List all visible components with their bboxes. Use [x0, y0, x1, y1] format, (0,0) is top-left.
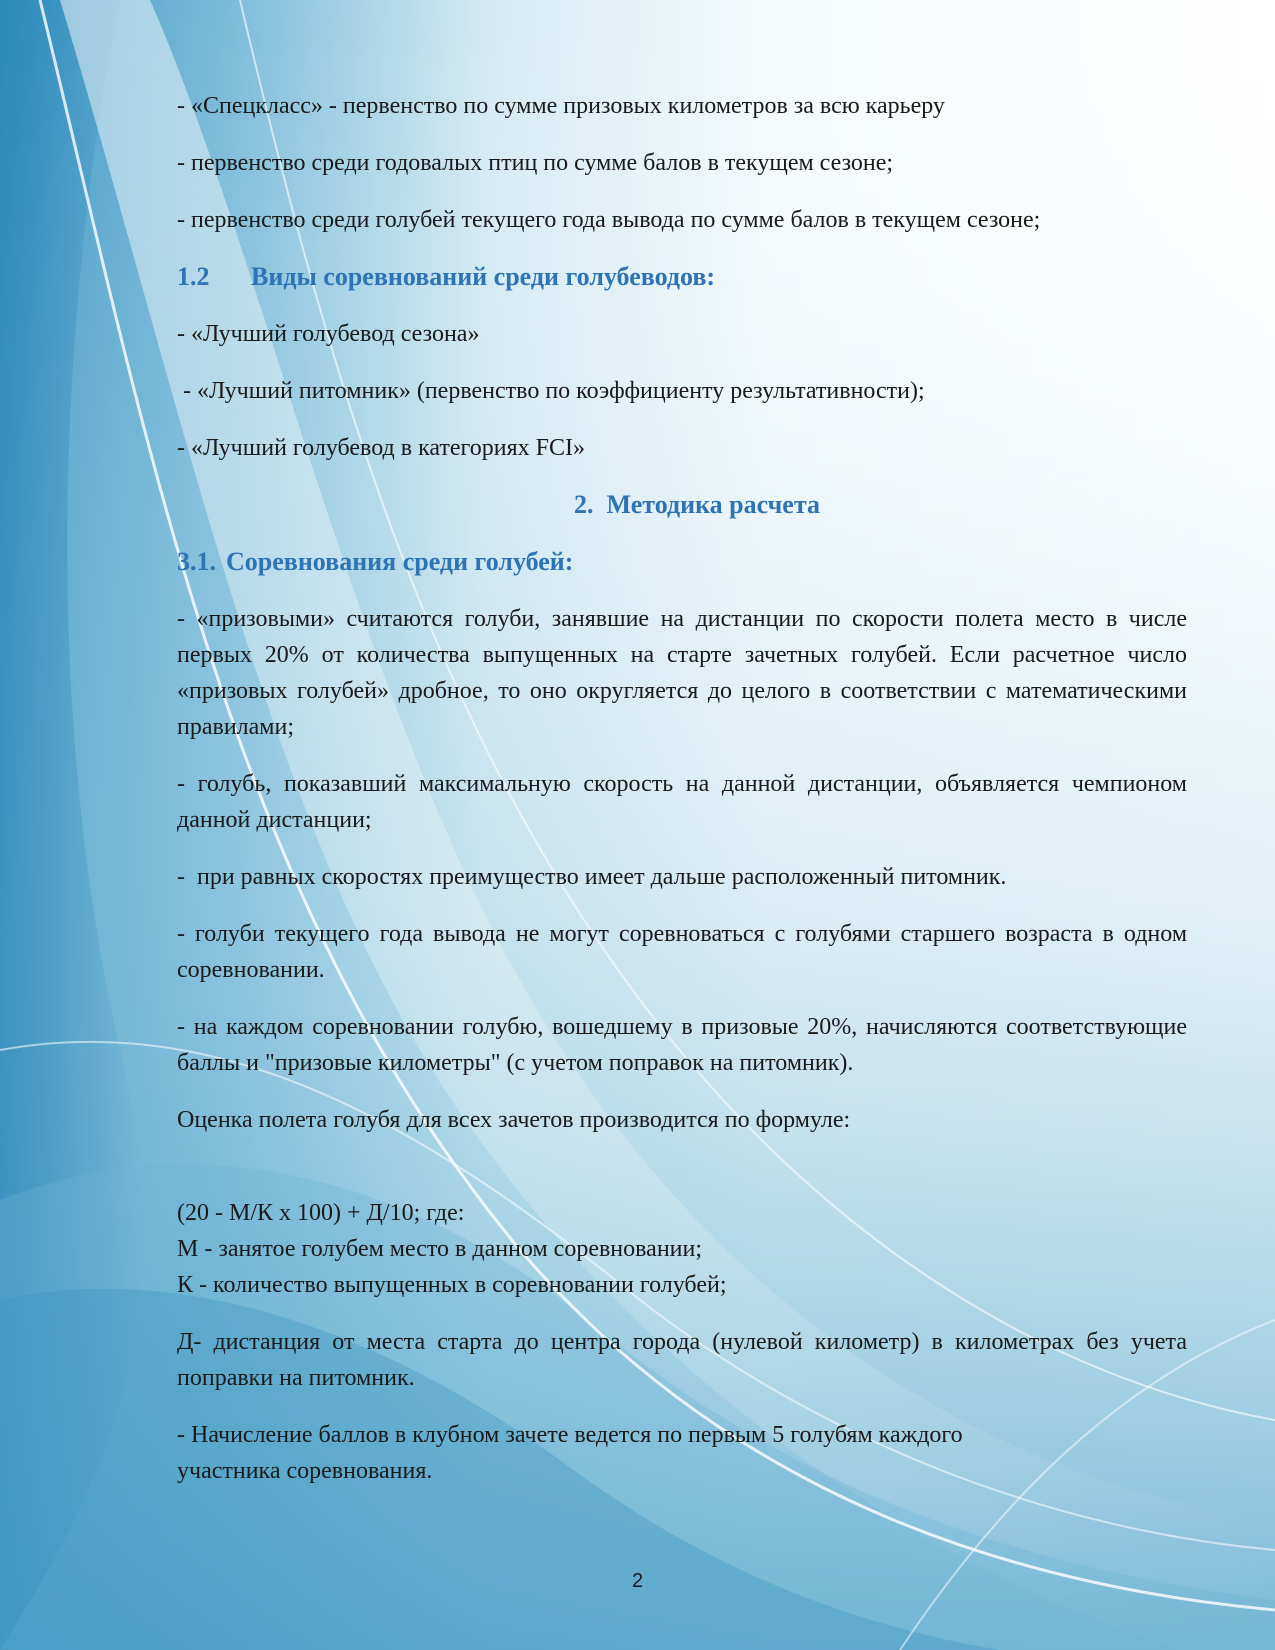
formula: (20 - М/К х 100) + Д/10; где: [177, 1200, 465, 1226]
section-number: 2. [574, 490, 594, 519]
formula-intro: Оценка полета голубя для всех зачетов производится по формуле: [177, 1107, 851, 1133]
rule-paragraph: - голуби текущего года вывода не могут соревноваться с голубями старшего возраста в одном соревновании. [177, 921, 1187, 983]
section-title: Виды соревнований среди голубеводов: [251, 262, 716, 291]
rule-paragraph: - «призовыми» считаются голуби, занявшие на дистанции по скорости полета место в числе первых 20% от количества выпущенных на старте зачетных голубей. Если расчетное число «призовых голубей» дробное, то оно округляется до целого в соответствии с математическими правилами; [177, 606, 1187, 740]
points-note-line: участника соревнования. [177, 1458, 433, 1484]
section-heading-1-2 [177, 259, 1187, 295]
document-body [177, 88, 1187, 1489]
page-number: 2 [631, 1570, 644, 1592]
section-heading-3-1 [177, 544, 1187, 580]
formula-variable: К - количество выпущенных в соревновании голубей; [177, 1272, 727, 1298]
points-note-line: - Начисление баллов в клубном зачете ведется по первым 5 голубям каждого [177, 1422, 963, 1448]
list-item: - «Спецкласс» - первенство по сумме призовых километров за всю карьеру [177, 93, 945, 119]
list-item: - первенство среди голубей текущего года вывода по сумме балов в текущем сезоне; [177, 207, 1041, 233]
formula-variable: М - занятое голубем место в данном соревновании; [177, 1236, 703, 1262]
spacer [177, 1159, 1187, 1195]
section-heading-2 [177, 487, 1187, 523]
distance-note: Д- дистанция от места старта до центра города (нулевой километр) в километрах без учета поправки на питомник. [177, 1329, 1187, 1391]
section-title: Соревнования среди голубей: [226, 547, 574, 576]
list-item: - первенство среди годовалых птиц по сумме балов в текущем сезоне; [177, 150, 894, 176]
list-item: - «Лучший голубевод сезона» [177, 321, 480, 347]
section-number: 1.2 [177, 262, 210, 291]
rule-paragraph: - при равных скоростях преимущество имеет дальше расположенный питомник. [177, 864, 1007, 890]
rule-paragraph: - голубь, показавший максимальную скорость на данной дистанции, объявляется чемпионом данной дистанции; [177, 771, 1187, 833]
section-title: Методика расчета [606, 490, 820, 519]
rule-paragraph: - на каждом соревновании голубю, вошедшему в призовые 20%, начисляются соответствующие баллы и "призовые километры" (с учетом поправок на питомник). [177, 1014, 1187, 1076]
list-item: - «Лучший голубевод в категориях FCI» [177, 435, 586, 461]
list-item: - «Лучший питомник» (первенство по коэффициенту результативности); [177, 378, 925, 404]
section-number: 3.1. [177, 547, 216, 576]
